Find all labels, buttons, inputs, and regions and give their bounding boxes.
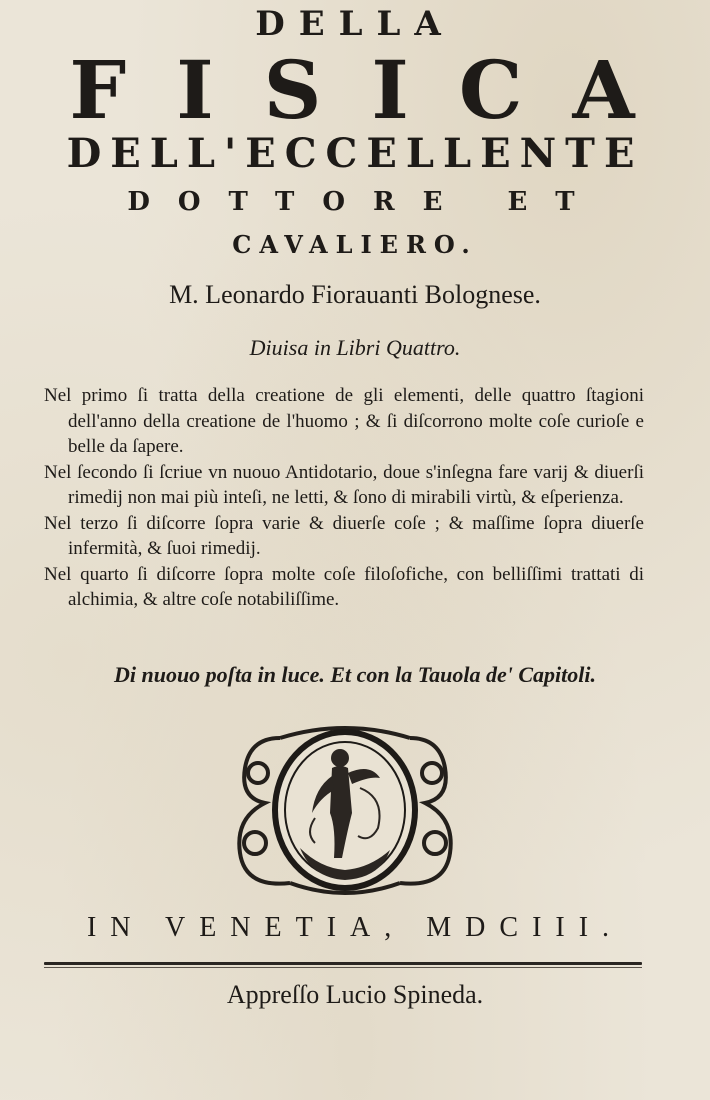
horizontal-rule <box>44 962 642 965</box>
contents-description <box>44 383 644 613</box>
title-fisica: FISICA <box>69 43 685 137</box>
title-eccellente: DELL'ECCELLENTE <box>66 130 644 177</box>
reissue-note: Di nuouo poſta in luce. Et con la Tauola de' Capitoli. <box>113 662 597 687</box>
horizontal-rule-thin <box>44 967 642 968</box>
printer-name: Appreſſo Lucio Spineda. <box>226 980 484 1009</box>
book-three-summary: Nel terzo ſi diſcorre ſopra varie & diuerſe coſe ; & maſſime ſopra diuerſe infermità, & ſuoi rimedij. <box>44 512 644 559</box>
title-dottore: DOTTORE ET <box>127 187 603 217</box>
title-della: DELLA <box>255 4 455 44</box>
imprint-place-date: IN VENETIA, MDCIII. <box>86 912 624 943</box>
book-one-summary: Nel primo ſi tratta della creatione de gli elementi, delle quattro ſtagioni dell'anno della creatione de l'huomo ; & ſi diſcorrono molte coſe curioſe e belle da ſapere. <box>44 385 644 457</box>
author-name: M. Leonardo Fiorauanti Bolognese. <box>169 280 541 309</box>
printer-device-emblem-icon <box>220 718 470 903</box>
book-four-summary: Nel quarto ſi diſcorre ſopra molte coſe filoſofiche, con belliſſimi trattati di alchimia, & altre coſe notabiliſſime. <box>44 563 644 610</box>
book-two-summary: Nel ſecondo ſi ſcriue vn nuouo Antidotario, doue s'inſegna fare varij & diuerſi rimedij non mai più inteſi, ne letti, & ſono di mirabili virtù, & eſperienza. <box>44 461 644 508</box>
title-cavaliero: CAVALIERO. <box>232 230 478 259</box>
division-note: Diuisa in Libri Quattro. <box>249 335 461 360</box>
